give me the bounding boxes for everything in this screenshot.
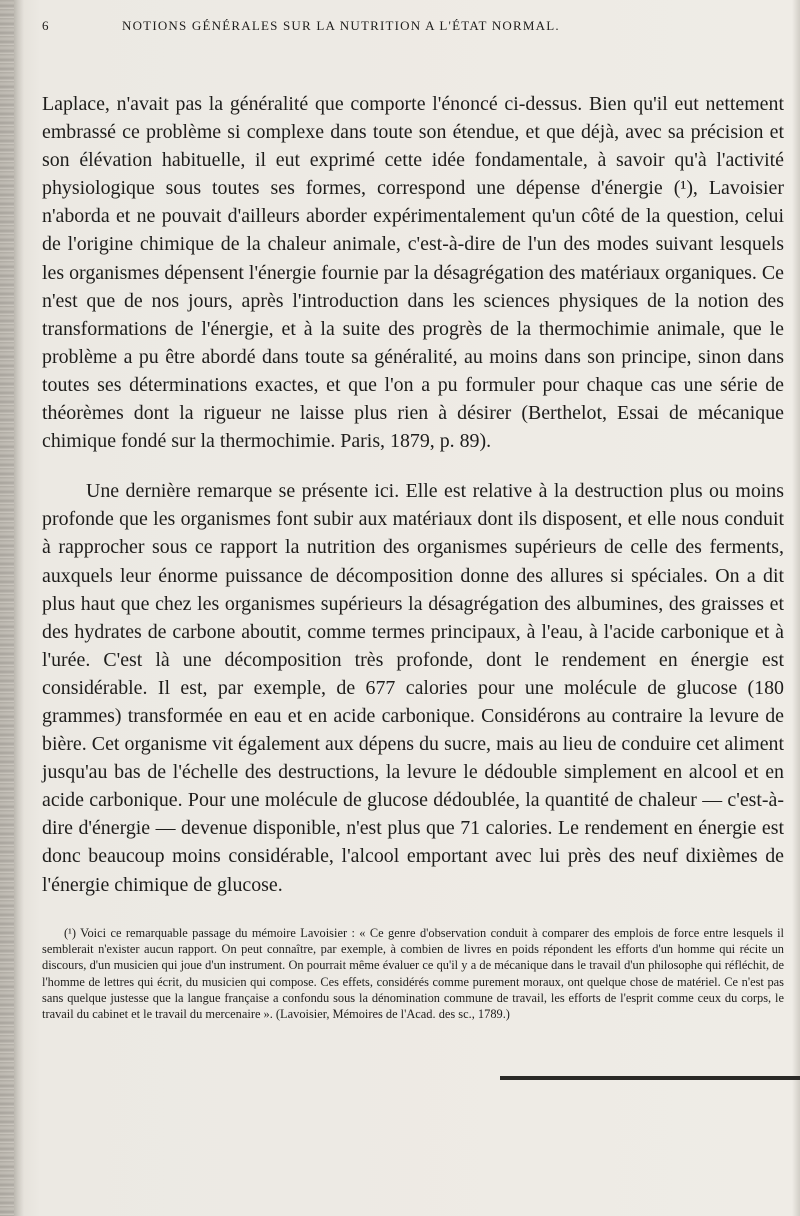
page-edge-shadow	[792, 0, 800, 1216]
paragraph-1: Laplace, n'avait pas la généralité que comporte l'énoncé ci-dessus. Bien qu'il eut nettement embrassé ce problème si complexe dans toute son étendue, et que déjà, avec sa précision et son élévation habituelle, il eut exprimé cette idée fondamentale, à savoir qu'à l'activité physiologique sous toutes ses formes, correspond une dépense d'énergie (¹), Lavoisier n'aborda et ne pouvait d'ailleurs aborder expérimentalement qu'un côté de la question, celui de l'origine chimique de la chaleur animale, c'est-à-dire de l'un des modes suivant lesquels les organismes dépensent l'énergie fournie par la désagrégation des matériaux organiques. Ce n'est que de nos jours, après l'introduction dans les sciences physiques de la notion des transformations de l'énergie, et à la suite des progrès de la thermochimie animale, que le problème a pu être abordé dans toute sa généralité, au moins dans son principe, sinon dans toutes ses déterminations exactes, et que l'on a pu formuler pour chaque cas une série de théorèmes dont la rigueur ne laisse plus rien à désirer (Berthelot, Essai de mécanique chimique fondé sur la thermochimie. Paris, 1879, p. 89).	[42, 93, 784, 453]
running-title: NOTIONS GÉNÉRALES SUR LA NUTRITION A L'ÉTAT NORMAL.	[122, 18, 560, 33]
book-binding-gutter	[0, 0, 14, 1216]
footnote: (¹) Voici ce remarquable passage du mémoire Lavoisier : « Ce genre d'observation conduit à comparer des emplois de force entre lesquels il semblerait n'exister aucun rapport. On peut connaître, par exemple, à combien de livres en poids répondent les efforts d'un homme qui récite un discours, d'un musicien qui joue d'un instrument. On pourrait même évaluer ce qu'il y a de mécanique dans le travail d'un philosophe qui réfléchit, de l'homme de lettres qui écrit, du musicien qui compose. Ces effets, considérés comme purement moraux, ont quelque chose de matériel. Ce n'est pas sans quelque justesse que la langue française a confondu sous la dénomination commune de travail, les efforts de l'esprit comme ceux du corps, le travail du cabinet et le travail du mercenaire ». (Lavoisier, Mémoires de l'Acad. des sc., 1789.)	[42, 925, 784, 1022]
body-text	[42, 90, 784, 899]
running-header	[42, 18, 784, 46]
page-content	[42, 18, 784, 1022]
gutter-shadow	[14, 0, 24, 1216]
paragraph-2: Une dernière remarque se présente ici. Elle est relative à la destruction plus ou moins profonde que les organismes font subir aux matériaux dont ils disposent, et elle nous conduit à rapprocher sous ce rapport la nutrition des organismes supérieurs de celle des ferments, auxquels leur énorme puissance de décomposition donne des allures si spéciales. On a dit plus haut que chez les organismes supérieurs la désagrégation des albumines, des graisses et des hydrates de carbone aboutit, comme termes principaux, à l'eau, à l'acide carbonique et à l'urée. C'est là une décomposition très profonde, dont le rendement en énergie est considérable. Il est, par exemple, de 677 calories pour une molécule de glucose (180 grammes) transformée en eau et en acide carbonique. Considérons au contraire la levure de bière. Cet organisme vit également aux dépens du sucre, mais au lieu de conduire cet aliment jusqu'au bas de l'échelle des destructions, la levure le dédouble simplement en alcool et en acide carbonique. Pour une molécule de glucose dédoublée, la quantité de chaleur — c'est-à-dire d'énergie — devenue disponible, n'est plus que 71 calories. Le rendement en énergie est donc beaucoup moins considérable, l'alcool emportant avec lui près des neuf dixièmes de l'énergie chimique de glucose.	[42, 480, 784, 896]
page-number: 6	[42, 18, 50, 33]
scan-edge-bar	[500, 1076, 800, 1080]
